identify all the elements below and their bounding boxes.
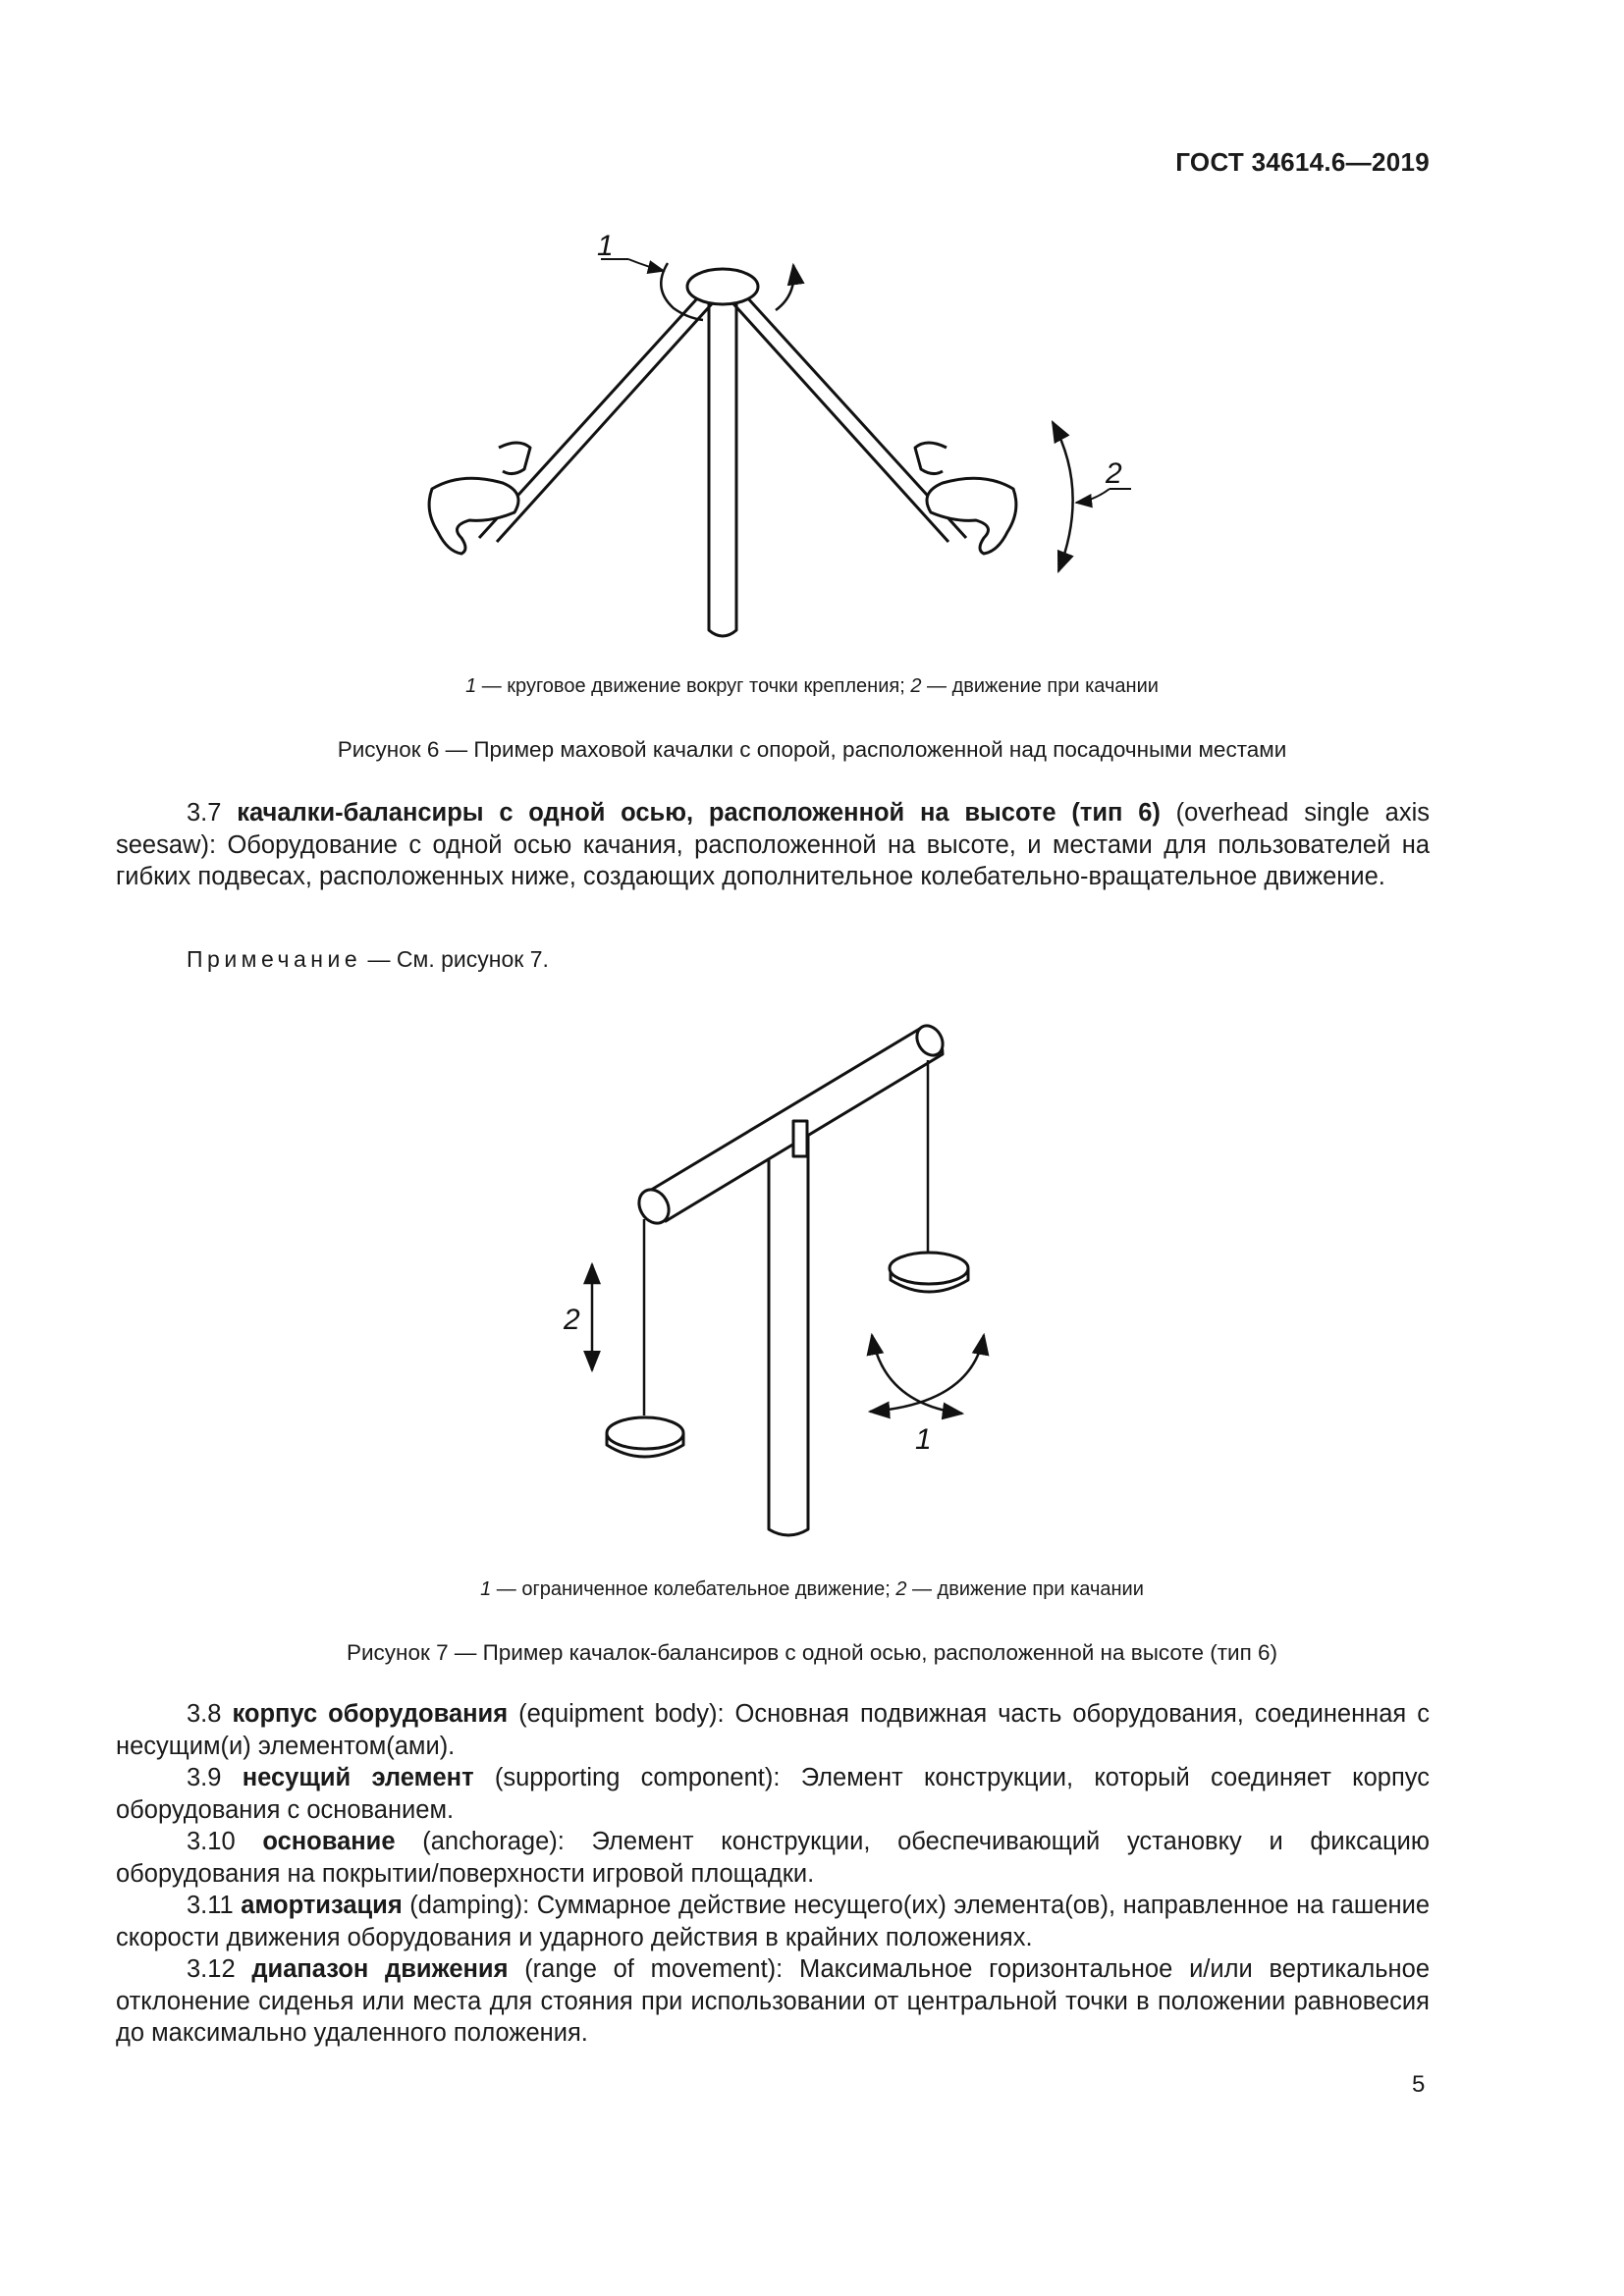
legend-text: — ограниченное колебательное движение; bbox=[491, 1578, 896, 1600]
page-number: 5 bbox=[1412, 2071, 1426, 2098]
note-label: Примечание bbox=[187, 946, 362, 972]
definition-number: 3.10 bbox=[187, 1828, 263, 1855]
document-header: ГОСТ 34614.6—2019 bbox=[1175, 147, 1430, 177]
legend-number: 2 bbox=[910, 675, 922, 697]
figure-7-legend bbox=[0, 1578, 1624, 1601]
definition-term: качалки-балансиры с одной осью, расположенной на высоте (тип 6) bbox=[237, 799, 1161, 827]
definition-text: (overhead single axis seesaw): Оборудование с одной осью качания, расположенной на высоте, и местами для пользователей на гибких подвесах, расположенных ниже, создающих дополнительное колебательно-вращательное движение. bbox=[116, 799, 1430, 890]
definitions-block bbox=[116, 1698, 1430, 2050]
definition-text: (damping): Суммарное действие несущего(их) элемента(ов), направленное на гашение скорости движения оборудования и ударного действия в крайних положениях. bbox=[116, 1892, 1431, 1951]
legend-number: 2 bbox=[895, 1578, 907, 1600]
legend-number: 1 bbox=[480, 1578, 492, 1600]
definition-3-7 bbox=[116, 797, 1430, 893]
definition-number: 3.11 bbox=[187, 1892, 242, 1919]
note bbox=[187, 946, 549, 973]
definition-3-10 bbox=[116, 1826, 1430, 1890]
definition-text: (anchorage): Элемент конструкции, обеспечивающий установку и фиксацию оборудования на покрытии/поверхности игровой площадки. bbox=[116, 1828, 1431, 1888]
legend-number: 1 bbox=[465, 675, 477, 697]
definition-3-8 bbox=[116, 1698, 1430, 1762]
figure-7-drawing bbox=[0, 1011, 1624, 1561]
legend-text: — круговое движение вокруг точки крепления; bbox=[476, 675, 911, 697]
figure-6-drawing bbox=[0, 226, 1624, 648]
legend-text: — движение при качании bbox=[906, 1578, 1144, 1600]
definition-3-12 bbox=[116, 1953, 1430, 2050]
definition-text: (supporting component): Элемент конструкции, который соединяет корпус оборудования с основанием. bbox=[116, 1764, 1430, 1824]
definition-text: (equipment body): Основная подвижная часть оборудования, соединенная с несущим(и) элементом(ами). bbox=[116, 1700, 1430, 1760]
definition-term: основание bbox=[262, 1828, 396, 1855]
figure-7-caption: Рисунок 7 — Пример качалок-балансиров с одной осью, расположенной на высоте (тип 6) bbox=[346, 1640, 1278, 1665]
definition-number: 3.9 bbox=[187, 1764, 243, 1791]
definition-text: (range of movement): Максимальное горизонтальное и/или вертикальное отклонение сиденья или места для стояния при использовании от центральной точки в положении равновесия до максимально удаленного положения. bbox=[116, 1955, 1430, 2047]
definition-3-9 bbox=[116, 1762, 1430, 1826]
definition-number: 3.8 bbox=[187, 1700, 233, 1728]
definition-term: амортизация bbox=[241, 1892, 403, 1919]
definition-number: 3.12 bbox=[187, 1955, 252, 1983]
figure-7-callout-2: 2 bbox=[564, 1304, 580, 1336]
figure-6-legend bbox=[0, 675, 1624, 698]
legend-text: — движение при качании bbox=[921, 675, 1159, 697]
definition-number: 3.7 bbox=[187, 799, 238, 827]
definition-term: корпус оборудования bbox=[232, 1700, 509, 1728]
figure-6-caption: Рисунок 6 — Пример маховой качалки с опорой, расположенной над посадочными местами bbox=[337, 737, 1287, 762]
figure-6-callout-2: 2 bbox=[1106, 457, 1122, 490]
definition-term: несущий элемент bbox=[242, 1764, 474, 1791]
figure-7-callout-1: 1 bbox=[915, 1423, 932, 1456]
definition-3-11 bbox=[116, 1890, 1430, 1953]
definition-term: диапазон движения bbox=[251, 1955, 509, 1983]
figure-6-callout-1: 1 bbox=[597, 230, 614, 262]
note-text: — См. рисунок 7. bbox=[361, 946, 549, 972]
